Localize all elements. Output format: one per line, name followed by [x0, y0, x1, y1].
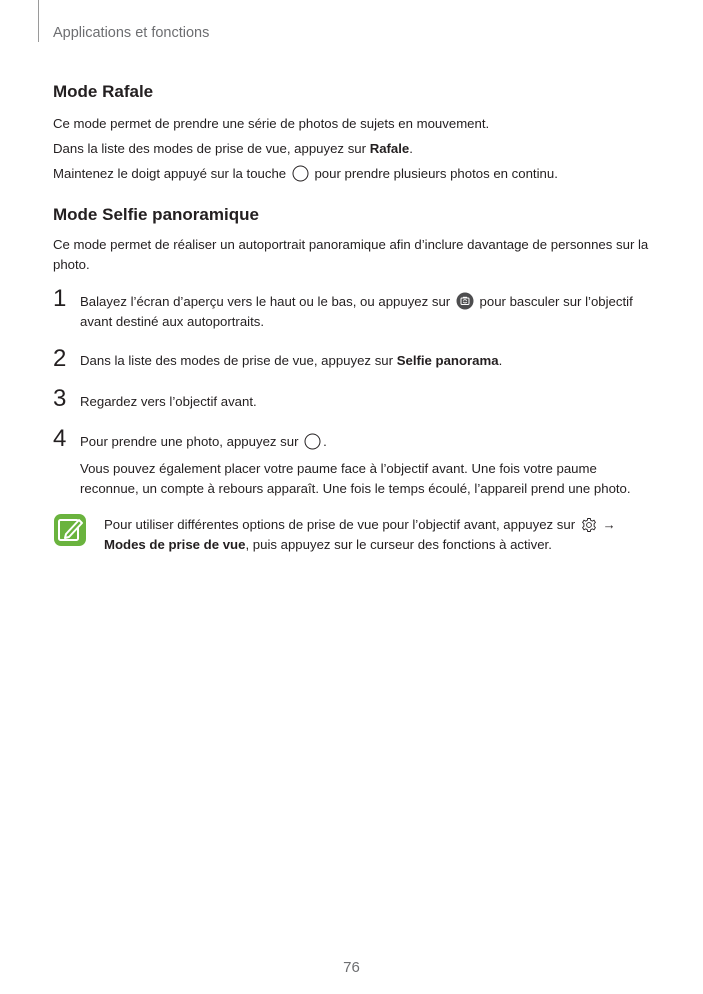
burst-mode-name: Rafale [369, 141, 410, 156]
shutter-icon [292, 165, 309, 182]
burst-description: Ce mode permet de prendre une série de photos de sujets en mouvement. [53, 116, 490, 131]
step-4-extra: Vous pouvez également placer votre paume face à l’objectif avant. Une fois votre paume reconnue, un compte à rebours apparaît. Une fois le temps écoulé, l’appareil prend une photo. [80, 461, 631, 496]
note-text: Pour utiliser différentes options de prise de vue pour l’objectif avant, appuyez sur → Modes de prise de vue, puis appuyez sur le curseur des fonctions à activer. [104, 517, 616, 552]
burst-instruction-2: Maintenez le doigt appuyé sur la touche pour prendre plusieurs photos en continu. [53, 166, 558, 181]
step-number-2: 2 [53, 345, 67, 372]
note-menu-name: Modes de prise de vue [104, 537, 246, 552]
selfie-mode-name: Selfie panorama [396, 353, 499, 368]
step-number-1: 1 [53, 285, 67, 312]
shutter-icon [304, 433, 321, 450]
note-pencil-icon [53, 513, 87, 547]
section-title-selfie-panorama: Mode Selfie panoramique [53, 205, 259, 224]
header-rule [38, 0, 39, 42]
step-number-3: 3 [53, 385, 67, 412]
step-number-4: 4 [53, 425, 67, 452]
step-4-text: Pour prendre une photo, appuyez sur . [80, 434, 327, 449]
step-2-text: Dans la liste des modes de prise de vue, appuyez sur Selfie panorama. [80, 353, 503, 368]
page-number: 76 [343, 959, 360, 976]
header-title: Applications et fonctions [53, 25, 210, 41]
selfie-description: Ce mode permet de réaliser un autoportrait panoramique afin d’inclure davantage de personnes sur la photo. [53, 237, 649, 272]
section-title-burst: Mode Rafale [53, 82, 154, 101]
switch-camera-icon [456, 292, 474, 310]
burst-instruction-1: Dans la liste des modes de prise de vue, appuyez sur Rafale. [53, 141, 413, 156]
step-3-text: Regardez vers l’objectif avant. [80, 394, 257, 409]
step-1-text: Balayez l’écran d’aperçu vers le haut ou le bas, ou appuyez sur pour basculer sur l’objectif avant destiné aux autoportraits. [80, 294, 633, 329]
settings-gear-icon [581, 517, 597, 533]
